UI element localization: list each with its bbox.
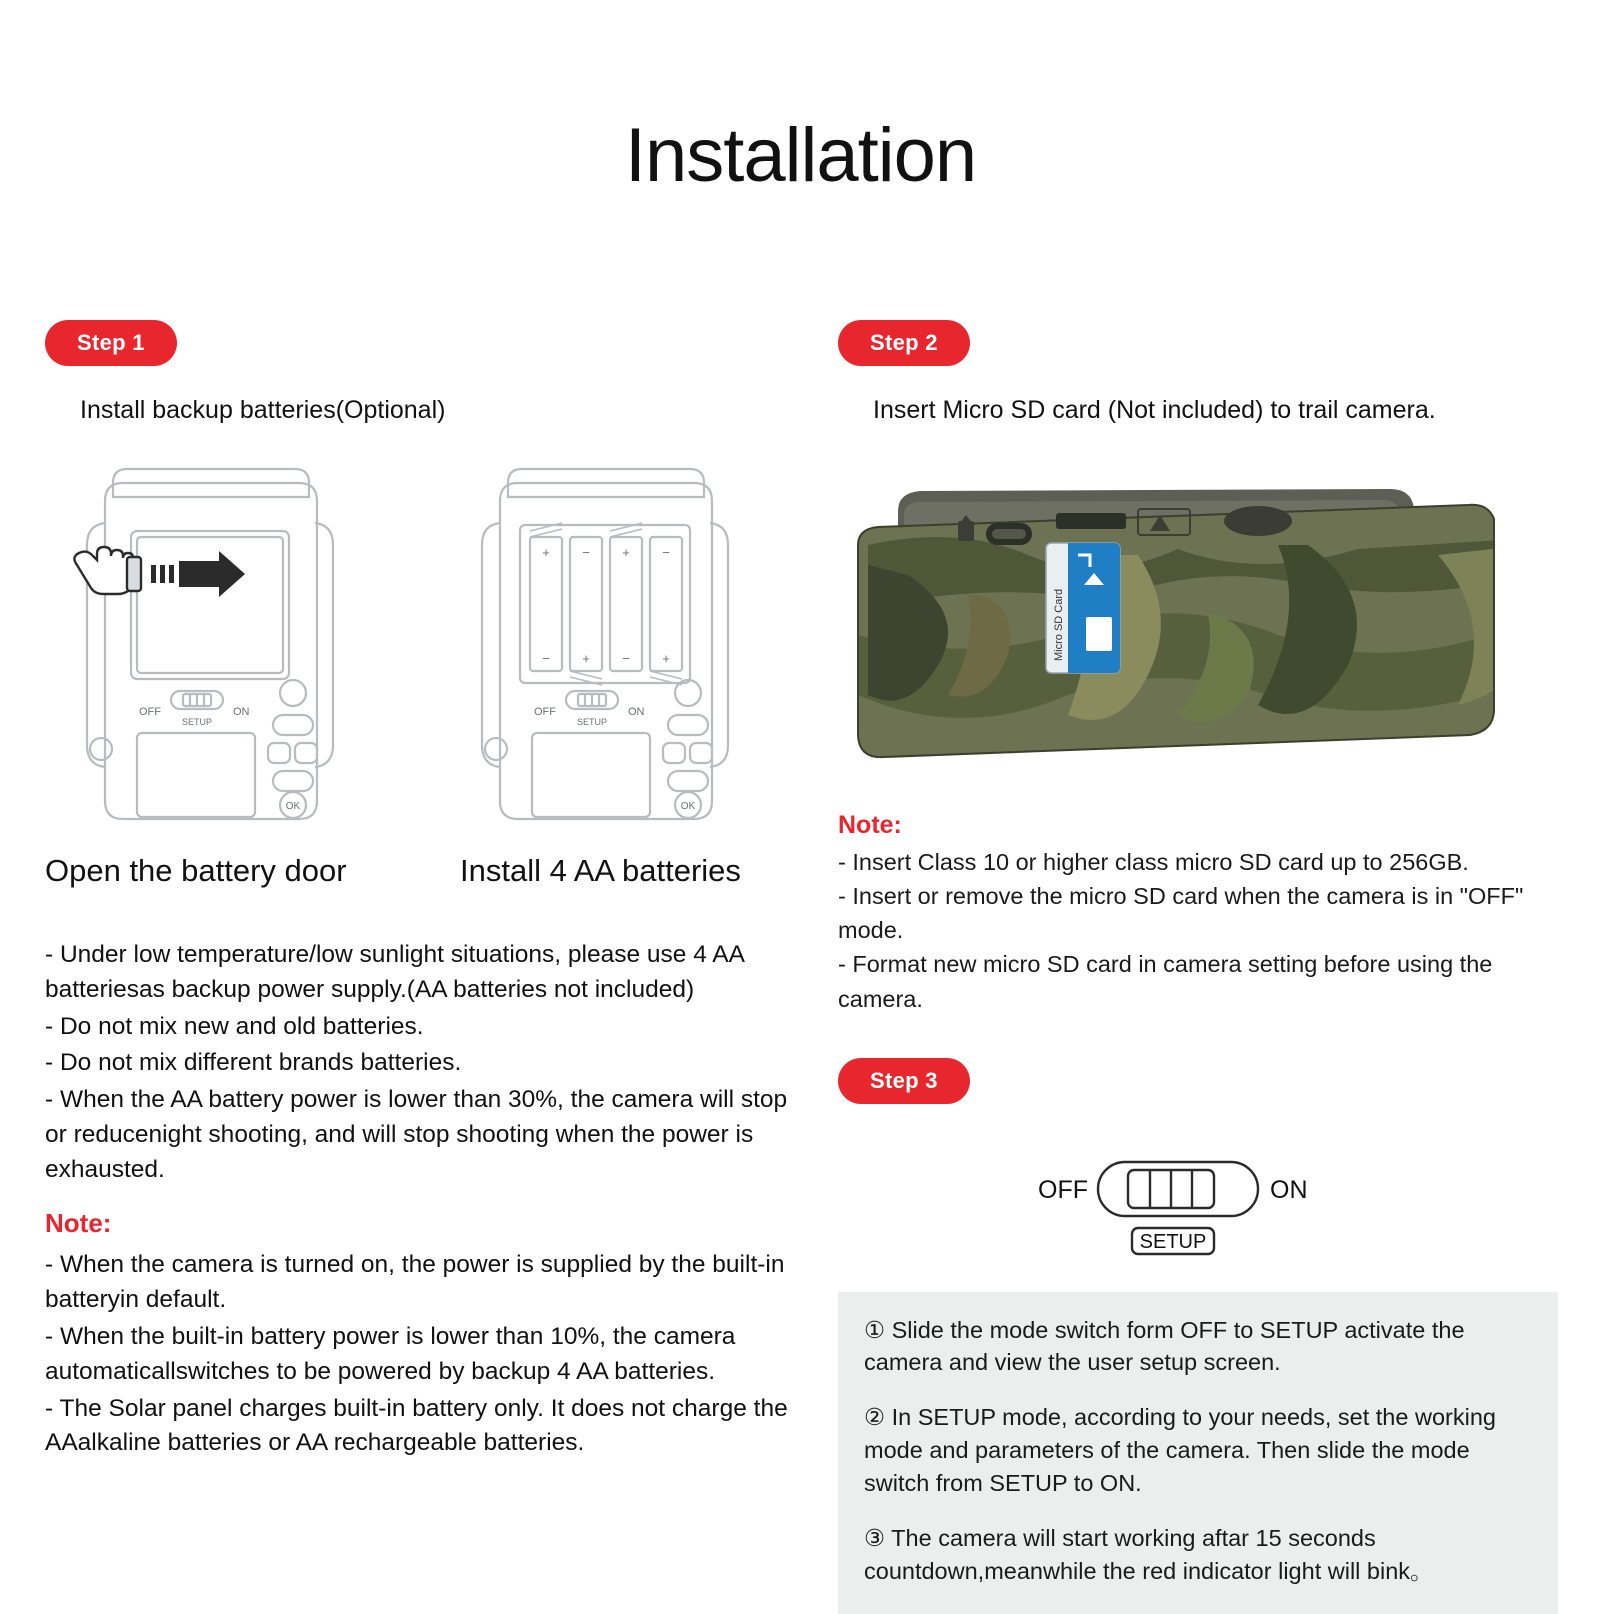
- caption-install-batteries: Install 4 AA batteries: [460, 853, 741, 888]
- svg-text:OK: OK: [680, 801, 696, 812]
- step-1-badge: Step 1: [45, 320, 177, 366]
- svg-text:+: +: [662, 651, 670, 666]
- instruction-2: ② In SETUP mode, according to your needs, set the working mode and parameters of the camera. Then slide the mode switch from SETUP to ON.: [864, 1404, 1496, 1497]
- step2-badge-row: [838, 320, 1558, 366]
- note-3: - The Solar panel charges built-in battery only. It does not charge the AAalkaline batteries or AA rechargeable batteries.: [45, 1394, 788, 1457]
- svg-text:Micro SD Card: Micro SD Card: [1053, 588, 1065, 661]
- mode-switch-diagram: [838, 1144, 1558, 1274]
- camera-diagram-install-batteries: [460, 453, 750, 838]
- note-2: - When the built-in battery power is lower than 10%, the camera automaticallswitches to be powered by backup 4 AA batteries.: [45, 1322, 736, 1385]
- step3-badge-row: [838, 1058, 1558, 1104]
- switch-off-label: OFF: [139, 706, 161, 718]
- step-3-badge: Step 3: [838, 1058, 970, 1104]
- camera-illustrations: [45, 453, 805, 888]
- svg-text:+: +: [582, 651, 590, 666]
- step1-bullets: [45, 938, 805, 1461]
- svg-text:+: +: [542, 545, 550, 560]
- camera-diagram-open-door: [65, 453, 355, 838]
- switch-label-off: OFF: [1038, 1175, 1088, 1204]
- svg-text:+: +: [622, 545, 630, 560]
- switch-label-on: ON: [1270, 1175, 1308, 1204]
- svg-text:−: −: [622, 651, 630, 666]
- camera-outline-svg: [65, 453, 355, 838]
- right-column: [838, 320, 1558, 1614]
- switch-setup-label: SETUP: [181, 717, 213, 727]
- bullet-1: - Under low temperature/low sunlight situations, please use 4 AA batteriesas backup power supply.(AA batteries not included): [45, 941, 744, 1003]
- step2-note-2: - Insert or remove the micro SD card when the camera is in "OFF" mode.: [838, 883, 1524, 944]
- note-1: - When the camera is turned on, the power is supplied by the built-in batteryin default.: [45, 1251, 785, 1314]
- micro-sd-card: [1046, 543, 1120, 673]
- instruction-3: ③ The camera will start working aftar 15 seconds countdown,meanwhile the red indicator light will bink。: [864, 1525, 1434, 1584]
- bullet-2: - Do not mix new and old batteries.: [45, 1012, 424, 1040]
- step1-badge-row: [45, 320, 805, 366]
- step-1-description: Install backup batteries(Optional): [80, 396, 446, 424]
- page-title: Installation: [624, 113, 977, 198]
- step2-note-label: Note:: [838, 811, 902, 839]
- step3-instructions: [838, 1292, 1558, 1614]
- step-2-description: Insert Micro SD card (Not included) to trail camera.: [873, 396, 1436, 424]
- svg-text:SETUP: SETUP: [576, 717, 608, 727]
- svg-text:OFF: OFF: [534, 706, 556, 718]
- switch-on-label: ON: [233, 706, 250, 718]
- sd-card-insertion-photo: [838, 485, 1538, 785]
- camera-batteries-svg: [460, 453, 750, 838]
- bullet-4: - When the AA battery power is lower than 30%, the camera will stop or reducenight shooting, and will stop shooting when the power is exhausted.: [45, 1086, 788, 1183]
- caption-open-battery-door: Open the battery door: [45, 853, 347, 888]
- ok-button-label: OK: [285, 801, 301, 812]
- svg-text:ON: ON: [628, 706, 645, 718]
- instruction-1: ① Slide the mode switch form OFF to SETUP activate the camera and view the user setup screen.: [864, 1316, 1465, 1376]
- camo-camera-svg: [838, 485, 1538, 785]
- step2-note-block: [838, 807, 1558, 1016]
- step2-note-1: - Insert Class 10 or higher class micro SD card up to 256GB.: [838, 849, 1469, 876]
- switch-label-setup: SETUP: [1139, 1230, 1207, 1253]
- svg-text:−: −: [582, 545, 590, 560]
- bullet-3: - Do not mix different brands batteries.: [45, 1049, 462, 1077]
- svg-text:−: −: [542, 651, 550, 666]
- svg-text:−: −: [662, 545, 670, 560]
- step2-note-3: - Format new micro SD card in camera setting before using the camera.: [838, 951, 1493, 1012]
- step1-note-label: Note:: [45, 1208, 112, 1239]
- step-2-badge: Step 2: [838, 320, 970, 366]
- mode-switch-svg: [988, 1144, 1408, 1274]
- left-column: [45, 320, 805, 1463]
